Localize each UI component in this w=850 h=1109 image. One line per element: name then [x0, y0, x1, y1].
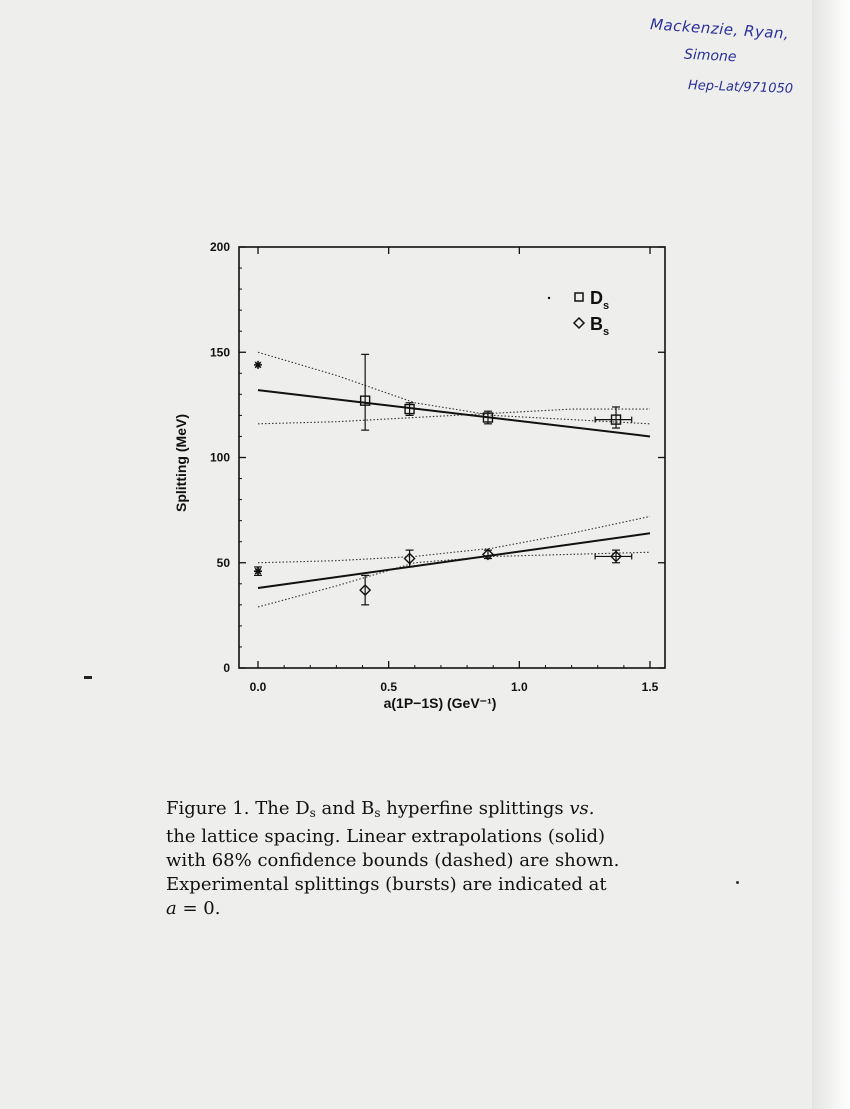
legend-diamond-marker [574, 318, 584, 328]
y-tick-label: 0 [223, 661, 230, 675]
annotation-reference: Hep-Lat/971050 [687, 78, 794, 97]
fit-lines [258, 390, 650, 588]
legend-square-marker [575, 293, 583, 301]
speck [736, 881, 739, 884]
fit-line [258, 533, 650, 588]
fit-line [258, 390, 650, 436]
legend-dot [548, 297, 550, 299]
legend [548, 288, 609, 338]
caption-line-3: with 68% confidence bounds (dashed) are shown. [166, 850, 620, 871]
experimental-burst-point [254, 567, 262, 575]
y-tick-label: 200 [209, 240, 230, 254]
tick-labels [210, 240, 659, 694]
y-axis-title: Splitting (MeV) [173, 414, 189, 512]
margin-mark [84, 676, 92, 679]
caption-line-5: a = 0. [166, 898, 221, 919]
axis-ticks [239, 247, 665, 668]
data-points [254, 354, 632, 604]
confidence-bounds [258, 352, 650, 607]
x-tick-label: 0.0 [249, 680, 267, 694]
legend-ds-label: $D_s$ [590, 288, 610, 312]
experimental-burst-point [254, 361, 262, 369]
legend-bs-label: $B_s$ [590, 314, 610, 338]
annotation-authors: Mackenzie, Ryan, [649, 15, 790, 43]
figure-caption [166, 797, 666, 921]
annotation-author-2: Simone [683, 46, 737, 66]
lower-bound-line [258, 409, 650, 424]
y-tick-label: 150 [209, 345, 230, 360]
caption-line-1: Figure 1. The $D_s$ and $B_s$ hyperfine splittings vs. [166, 798, 595, 820]
upper-bound-line [258, 516, 650, 562]
plot-frame [239, 247, 665, 668]
x-tick-label: 1.5 [641, 680, 659, 694]
caption-line-2: the lattice spacing. Linear extrapolations (solid) [166, 826, 606, 847]
y-tick-label: 100 [209, 450, 230, 465]
caption-line-4: Experimental splittings (bursts) are indicated at [166, 874, 607, 895]
x-axis-title: a(1P−1S) (GeV⁻¹) [383, 695, 497, 711]
x-tick-label: 0.5 [380, 680, 398, 694]
y-tick-label: 50 [216, 555, 230, 570]
x-tick-label: 1.0 [510, 680, 528, 694]
